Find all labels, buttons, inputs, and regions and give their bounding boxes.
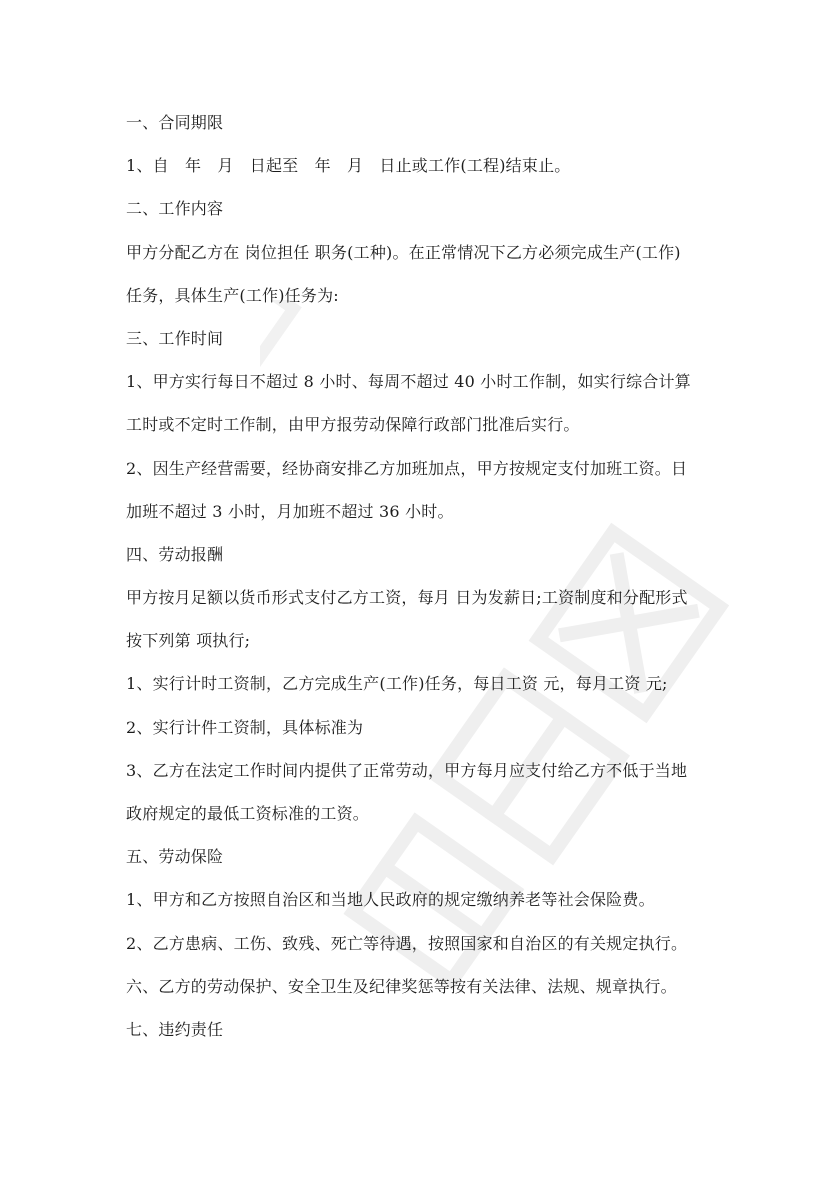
paragraph-line: 2、因生产经营需要，经协商安排乙方加班加点，甲方按规定支付加班工资。日 xyxy=(126,458,688,478)
paragraph-line: 2、实行计件工资制，具体标准为 xyxy=(126,717,364,737)
paragraph-line: 按下列第 项执行; xyxy=(126,631,251,651)
section-heading-protection: 六、乙方的劳动保护、安全卫生及纪律奖惩等按有关法律、法规、规章执行。 xyxy=(126,976,677,996)
paragraph-line: 甲方分配乙方在 岗位担任 职务(工种)。在正常情况下乙方必须完成生产(工作) xyxy=(126,242,681,262)
section-heading-work-time: 三、工作时间 xyxy=(126,328,224,348)
paragraph-line: 3、乙方在法定工作时间内提供了正常劳动，甲方每月应支付给乙方不低于当地 xyxy=(126,760,688,780)
paragraph-line: 任务，具体生产(工作)任务为: xyxy=(126,285,339,305)
section-heading-remuneration: 四、劳动报酬 xyxy=(126,544,224,564)
section-heading-term: 一、合同期限 xyxy=(126,113,224,132)
paragraph-line: 1、甲方和乙方按照自治区和当地人民政府的规定缴纳养老等社会保险费。 xyxy=(126,890,655,910)
section-heading-insurance: 五、劳动保险 xyxy=(126,847,224,867)
paragraph-line: 1、甲方实行每日不超过 8 小时、每周不超过 40 小时工作制，如实行综合计算 xyxy=(126,372,691,392)
paragraph-line: 加班不超过 3 小时，月加班不超过 36 小时。 xyxy=(126,501,454,521)
paragraph-line: 1、实行计时工资制，乙方完成生产(工作)任务，每日工资 元，每月工资 元; xyxy=(126,674,668,694)
section-heading-work-content: 二、工作内容 xyxy=(126,199,224,219)
paragraph-line: 政府规定的最低工资标准的工资。 xyxy=(126,804,370,823)
paragraph-line: 1、自 年 月 日起至 年 月 日止或工作(工程)结束止。 xyxy=(126,156,571,176)
paragraph-line: 2、乙方患病、工伤、致残、死亡等待遇，按照国家和自治区的有关规定执行。 xyxy=(126,933,688,953)
contract-body xyxy=(126,110,716,1060)
section-heading-liability: 七、违约责任 xyxy=(126,1019,224,1039)
paragraph-line: 甲方按月足额以货币形式支付乙方工资，每月 日为发薪日;工资制度和分配形式 xyxy=(126,588,688,608)
paragraph-line: 工时或不定时工作制，由甲方报劳动保障行政部门批准后实行。 xyxy=(126,415,580,435)
